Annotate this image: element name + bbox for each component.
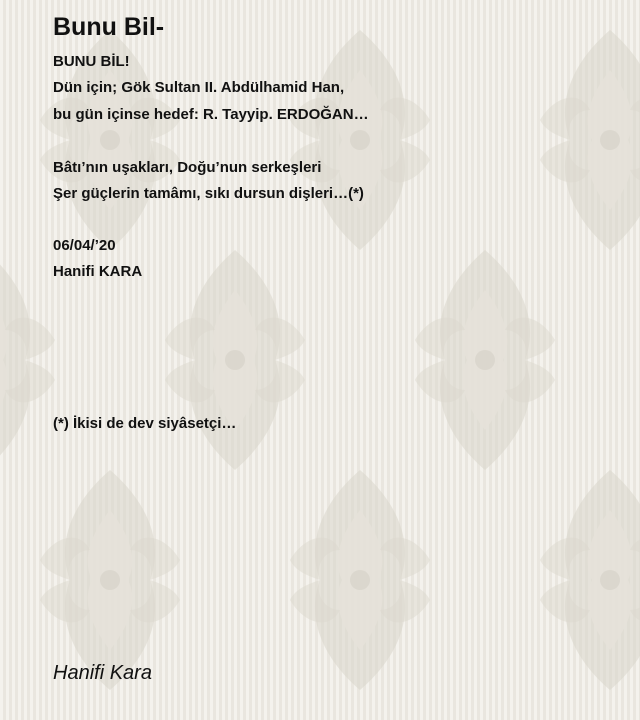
poem-line: bu gün içinse hedef: R. Tayyip. ERDOĞAN… (53, 106, 369, 123)
poem-line: BUNU BİL! (53, 53, 130, 70)
poem-line: Dün için; Gök Sultan II. Abdülhamid Han, (53, 79, 345, 96)
poem-title: Bunu Bil- (53, 13, 165, 41)
author-name[interactable]: Hanifi Kara (53, 662, 152, 684)
poem-line: Bâtı’nın uşakları, Doğu’nun serkeşleri (53, 159, 322, 176)
poem-signature: Hanifi KARA (53, 263, 143, 280)
poem-footnote: (*) İkisi de dev siyâsetçi… (53, 415, 237, 432)
poem-date: 06/04/’20 (53, 237, 116, 254)
poem-line: Şer güçlerin tamâmı, sıkı dursun dişleri…(*) (53, 185, 364, 202)
